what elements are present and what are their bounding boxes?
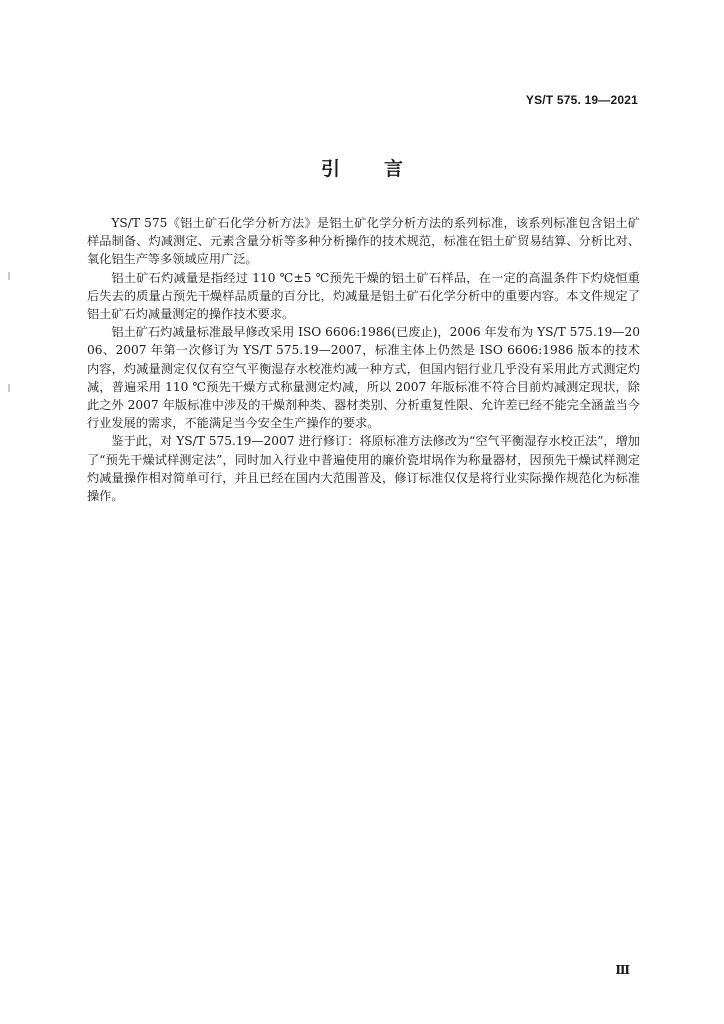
- paragraph-1: YS/T 575《铝土矿石化学分析方法》是铝土矿化学分析方法的系列标准，该系列标准包含铝土矿样品制备、灼减测定、元素含量分析等多种分析操作的技术规范，标准在铝土矿贸易结算、分析比对、氧化铝生产等多领域应用广泛。: [87, 216, 640, 267]
- document-number: YS/T 575. 19—2021: [525, 93, 638, 107]
- introduction-body: [87, 214, 640, 505]
- paragraph-2: 铝土矿石灼减量是指经过 110 ℃±5 ℃预先干燥的铝土矿石样品，在一定的高温条件下灼烧恒重后失去的质量占预先干燥样品质量的百分比，灼减量是铝土矿石化学分析中的重要内容。本文件规定了铝土矿石灼减量测定的操作技术要求。: [87, 270, 640, 322]
- page-number: Ⅲ: [615, 963, 630, 977]
- scan-margin-mark: [8, 384, 10, 392]
- page-title: 引言: [320, 158, 447, 180]
- paragraph-4: 鉴于此，对 YS/T 575.19—2007 进行修订：将原标准方法修改为“空气平衡湿存水校正法”，增加了“预先干燥试样测定法”，同时加入行业中普遍使用的廉价瓷坩埚作为称量器材，因预先干燥试样测定灼减量操作相对简单可行，并且已经在国内大范围普及，修订标准仅仅是将行业实际操作规范化为标准操作。: [87, 434, 640, 504]
- scan-margin-mark: [8, 272, 10, 280]
- paragraph-3: 铝土矿石灼减量标准最早修改采用 ISO 6606:1986(已废止)，2006 年发布为 YS/T 575.19—2006、2007 年第一次修订为 YS/T 575.19—2007，标准主体上仍然是 ISO 6606:1986 版本的技术内容，灼减量测定仅仅有空气平衡湿存水校准灼减一种方式，但国内铝行业几乎没有采用此方式测定灼减，普遍采用 110 ℃预先干燥方式称量测定灼减，所以 2007 年版标准不符合目前灼减测定现状，除此之外 2007 年版标准中涉及的干燥剂种类、器材类别、分析重复性限、允许差已经不能完全涵盖当今行业发展的需求，不能满足当今安全生产操作的要求。: [87, 325, 640, 431]
